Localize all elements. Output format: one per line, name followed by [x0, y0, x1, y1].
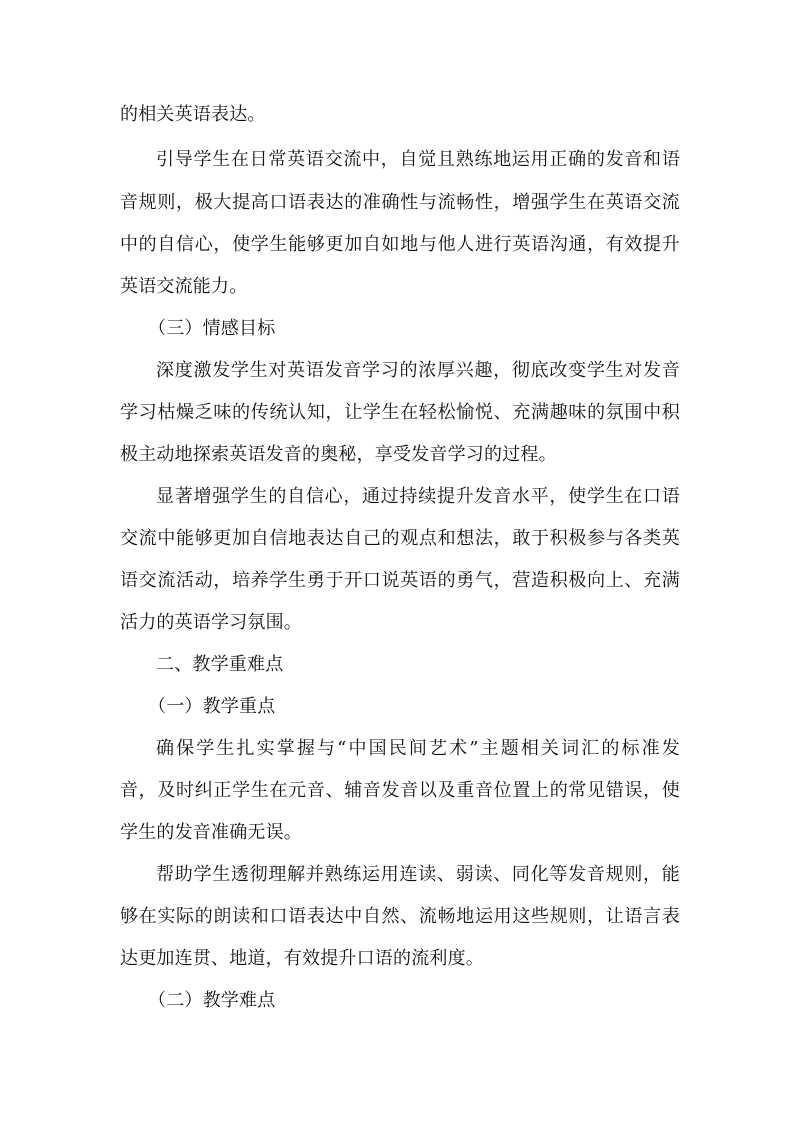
section-heading: （三）情感目标 — [148, 318, 276, 339]
paragraph-line: 音规则，极大提高口语表达的准确性与流畅性，增强学生在英语交流 — [120, 192, 680, 213]
paragraph-line: 引导学生在日常英语交流中，自觉且熟练地运用正确的发音和语 — [156, 149, 680, 170]
paragraph-line: 够在实际的朗读和口语表达中自然、流畅地运用这些规则，让语言表 — [120, 906, 680, 927]
paragraph-line: 深度激发学生对英语发音学习的浓厚兴趣，彻底改变学生对发音 — [156, 360, 680, 381]
section-heading: 二、教学重难点 — [156, 654, 284, 675]
paragraph-line: 帮助学生透彻理解并熟练运用连读、弱读、同化等发音规则，能 — [156, 864, 680, 885]
paragraph-line: 显著增强学生的自信心，通过持续提升发音水平，使学生在口语 — [156, 486, 680, 507]
paragraph-line: 的相关英语表达。 — [120, 104, 266, 125]
paragraph-line: 确保学生扎实掌握与“中国民间艺术”主题相关词汇的标准发 — [156, 738, 680, 759]
paragraph-line: 语交流活动，培养学生勇于开口说英语的勇气，营造积极向上、充满 — [120, 570, 680, 591]
paragraph-line: 英语交流能力。 — [120, 276, 248, 297]
paragraph-line: 音，及时纠正学生在元音、辅音发音以及重音位置上的常见错误，使 — [120, 780, 680, 801]
paragraph-line: 中的自信心，使学生能够更加自如地与他人进行英语沟通，有效提升 — [120, 234, 680, 255]
paragraph-line: 学习枯燥乏味的传统认知，让学生在轻松愉悦、充满趣味的氛围中积 — [120, 402, 680, 423]
section-heading: （一）教学重点 — [148, 696, 276, 717]
paragraph-line: 达更加连贯、地道，有效提升口语的流利度。 — [120, 948, 484, 969]
paragraph-line: 极主动地探索英语发音的奥秘，享受发音学习的过程。 — [120, 444, 557, 465]
paragraph-line: 学生的发音准确无误。 — [120, 822, 302, 843]
paragraph-line: 活力的英语学习氛围。 — [120, 612, 302, 633]
section-heading: （二）教学难点 — [148, 990, 276, 1011]
paragraph-line: 交流中能够更加自信地表达自己的观点和想法，敢于积极参与各类英 — [120, 528, 680, 549]
